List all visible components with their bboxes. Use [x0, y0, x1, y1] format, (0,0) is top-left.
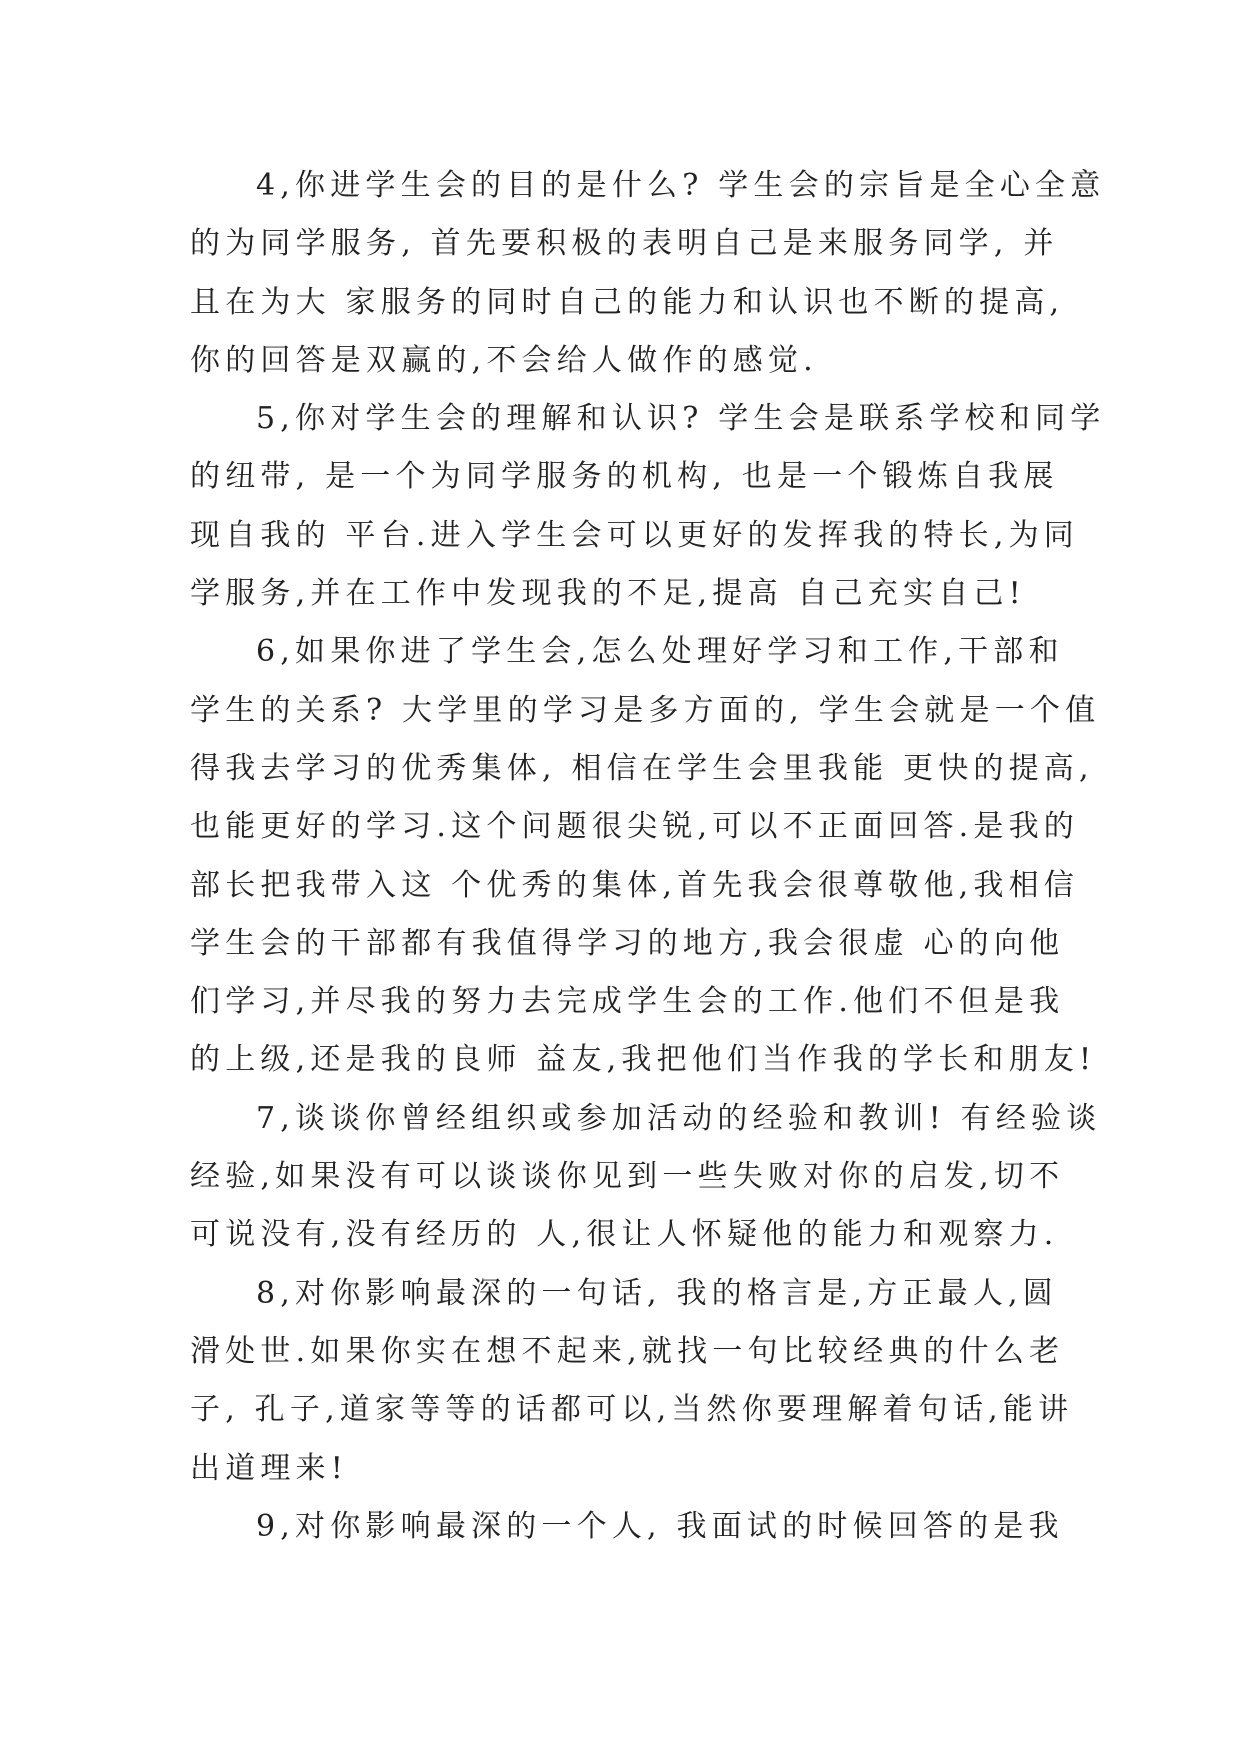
text-line: 可说没有,没有经历的 人,很让人怀疑他的能力和观察力. — [190, 1217, 1059, 1253]
text-line: 8,对你影响最深的一句话, 我的格言是,方正最人,圆 — [256, 1275, 1058, 1311]
text-line: 学生的关系? 大学里的学习是多方面的, 学生会就是一个值 — [190, 692, 1101, 728]
paragraph-question-4 — [190, 157, 1106, 390]
text-line: 的为同学服务, 首先要积极的表明自己是来服务同学, 并 — [190, 226, 1059, 262]
text-line: 出道理来! — [190, 1450, 349, 1486]
text-line: 4,你进学生会的目的是什么? 学生会的宗旨是全心全意 — [256, 168, 1106, 203]
text-line: 9,对你影响最深的一个人, 我面试的时候回答的是我 — [256, 1508, 1064, 1544]
text-line: 部长把我带入这 个优秀的集体,首先我会很尊敬他,我相信 — [190, 867, 1080, 903]
paragraph-question-9 — [190, 1498, 1064, 1556]
text-line: 的纽带, 是一个为同学服务的机构, 也是一个锻炼自我展 — [190, 459, 1059, 495]
text-line: 得我去学习的优秀集体, 相信在学生会里我能 更快的提高, — [190, 750, 1094, 786]
text-line: 的上级,还是我的良师 益友,我把他们当作我的学长和朋友! — [190, 1042, 1097, 1078]
paragraph-question-5 — [190, 390, 1106, 623]
text-line: 5,你对学生会的理解和认识? 学生会是联系学校和同学 — [256, 401, 1106, 437]
text-line: 7,谈谈你曾经组织或参加活动的经验和教训! 有经验谈 — [256, 1100, 1102, 1136]
paragraph-question-6 — [190, 623, 1101, 1089]
text-line: 子, 孔子,道家等等的话都可以,当然你要理解着句话,能讲 — [190, 1392, 1074, 1428]
text-line: 6,如果你进了学生会,怎么处理好学习和工作,干部和 — [256, 634, 1064, 670]
text-line: 现自我的 平台.进入学生会可以更好的发挥我的特长,为同 — [190, 517, 1080, 553]
text-line: 经验,如果没有可以谈谈你见到一些失败对你的启发,切不 — [190, 1159, 1065, 1195]
paragraph-question-7 — [190, 1090, 1102, 1265]
text-line: 们学习,并尽我的努力去完成学生会的工作.他们不但是我 — [190, 984, 1065, 1020]
text-line: 滑处世.如果你实在想不起来,就找一句比较经典的什么老 — [190, 1333, 1065, 1369]
text-line: 你的回答是双赢的,不会给人做作的感觉. — [190, 342, 818, 378]
document-body — [190, 157, 1106, 1556]
text-line: 学生会的干部都有我值得学习的地方,我会很虚 心的向他 — [190, 925, 1065, 961]
text-line: 也能更好的学习.这个问题很尖锐,可以不正面回答.是我的 — [190, 809, 1080, 845]
text-line: 且在为大 家服务的同时自己的能力和认识也不断的提高, — [190, 284, 1065, 320]
text-line: 学服务,并在工作中发现我的不足,提高 自己充实自己! — [190, 576, 1026, 612]
paragraph-question-8 — [190, 1265, 1074, 1498]
